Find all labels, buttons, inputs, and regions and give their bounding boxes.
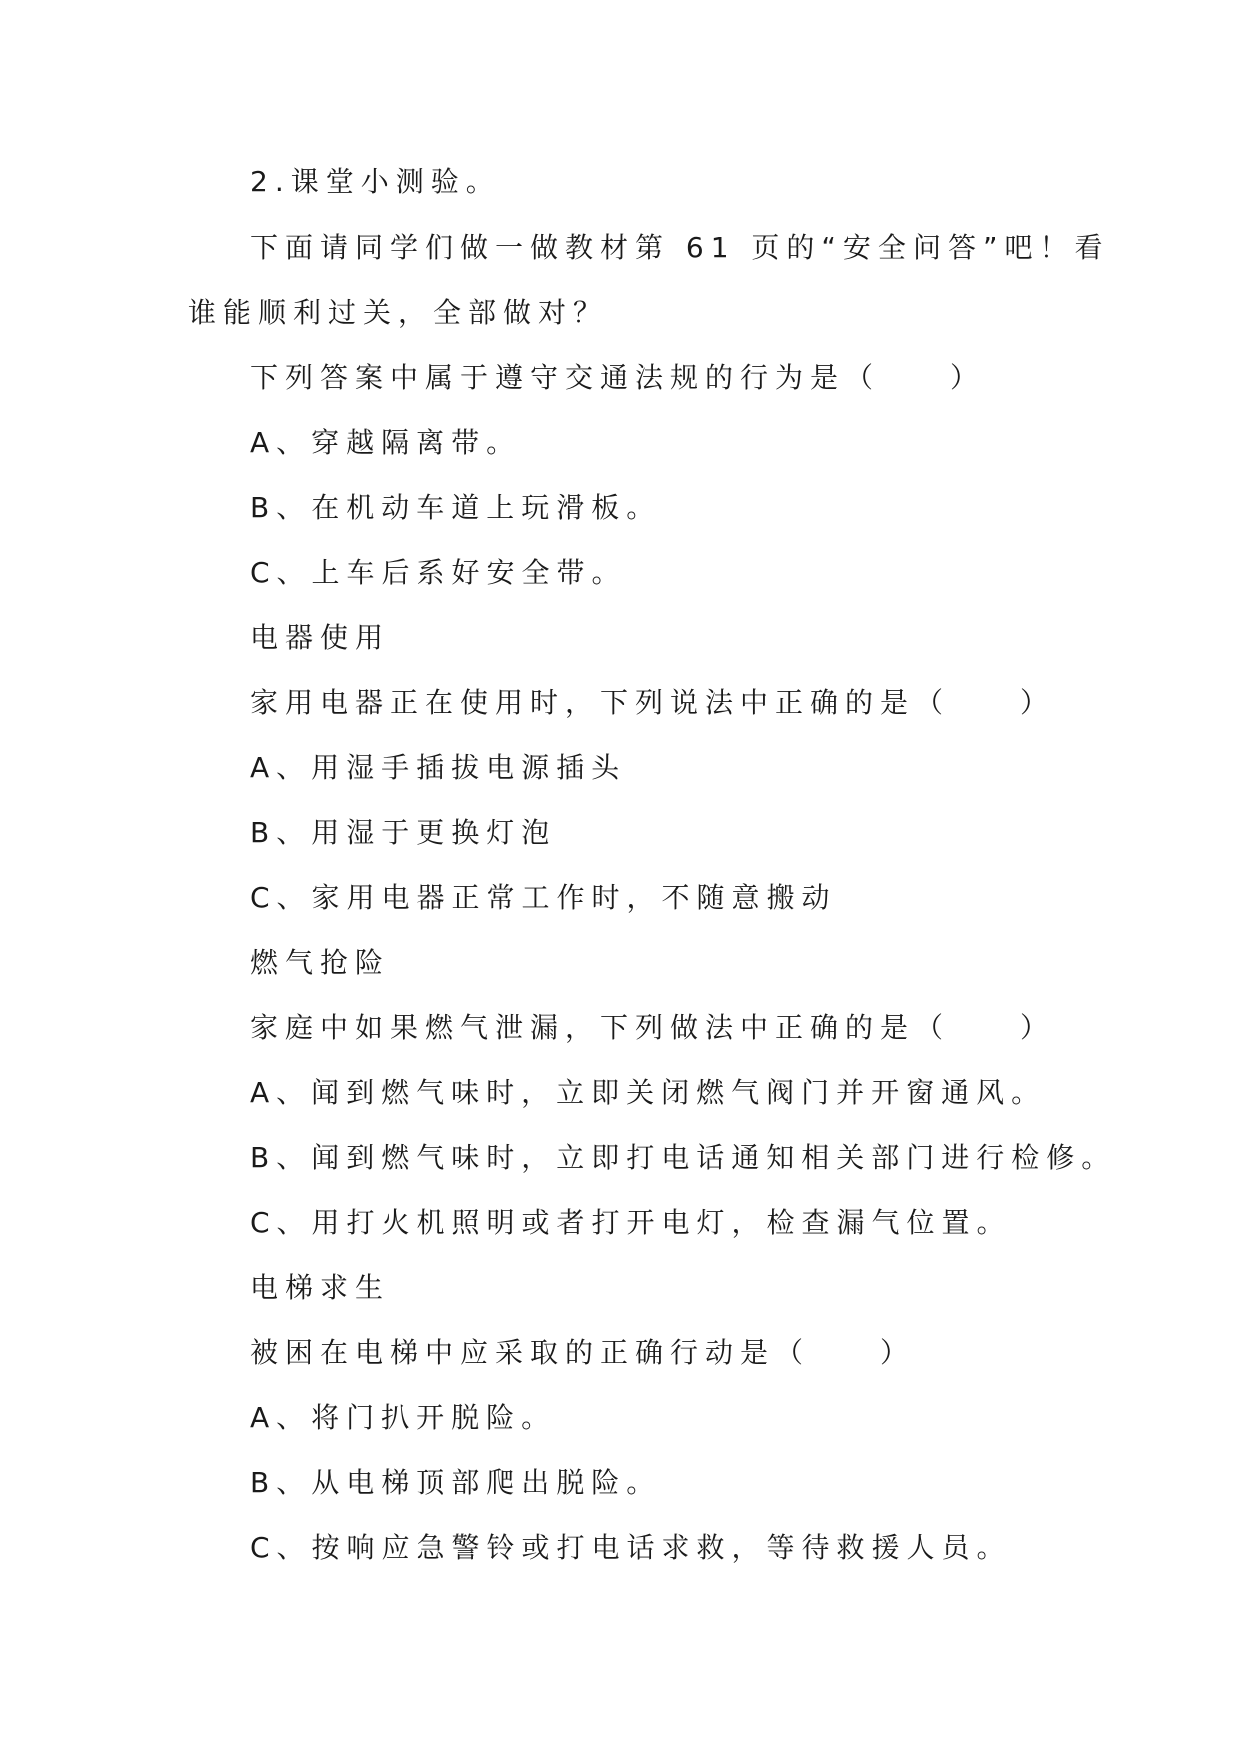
option-b: B、从电梯顶部爬出脱险。	[250, 1466, 662, 1499]
option-a: A、穿越隔离带。	[250, 426, 522, 459]
question-prompt: 被困在电梯中应采取的正确行动是（ ）	[250, 1336, 916, 1369]
option-b: B、闻到燃气味时，立即打电话通知相关部门进行检修。	[250, 1141, 1117, 1174]
topic-heading: 燃气抢险	[250, 946, 391, 979]
topic-heading: 电器使用	[250, 621, 391, 654]
option-c: C、按响应急警铃或打电话求救，等待救援人员。	[250, 1531, 1012, 1564]
question-prompt: 家庭中如果燃气泄漏，下列做法中正确的是（ ）	[250, 1011, 1056, 1044]
question-prompt: 下列答案中属于遵守交通法规的行为是（ ）	[250, 361, 986, 394]
option-c: C、家用电器正常工作时，不随意搬动	[250, 881, 837, 914]
intro-line-1: 下面请同学们做一做教材第 61 页的“安全问答”吧！看	[250, 231, 1110, 264]
option-a: A、闻到燃气味时，立即关闭燃气阀门并开窗通风。	[250, 1076, 1047, 1109]
option-b: B、在机动车道上玩滑板。	[250, 491, 662, 524]
intro-line-2: 谁能顺利过关，全部做对？	[188, 296, 609, 329]
option-c: C、上车后系好安全带。	[250, 556, 627, 589]
question-prompt: 家用电器正在使用时，下列说法中正确的是（ ）	[250, 686, 1056, 719]
option-a: A、用湿手插拔电源插头	[250, 751, 627, 784]
topic-heading: 电梯求生	[250, 1271, 391, 1304]
section-title: 2.课堂小测验。	[250, 165, 501, 198]
option-a: A、将门扒开脱险。	[250, 1401, 557, 1434]
option-b: B、用湿于更换灯泡	[250, 816, 557, 849]
option-c: C、用打火机照明或者打开电灯，检查漏气位置。	[250, 1206, 1012, 1239]
